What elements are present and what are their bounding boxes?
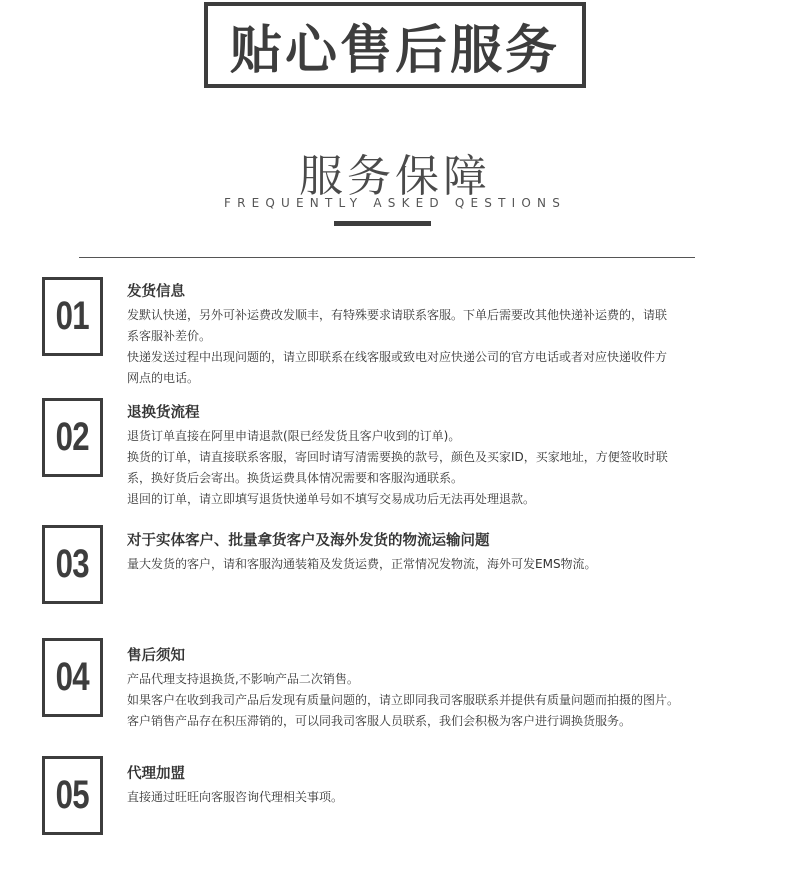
- item-heading: 售后须知: [127, 648, 185, 664]
- item-number-box-01: [42, 277, 103, 356]
- item-line: 退回的订单，请立即填写退货快递单号如不填写交易成功后无法再处理退款。: [127, 492, 536, 506]
- item-number: 04: [55, 655, 90, 699]
- section-divider: [79, 257, 695, 258]
- item-line: 系，换好货后会寄出。换货运费具体情况需要和客服沟通联系。: [127, 471, 464, 485]
- faq-item-shipping-info: [127, 282, 727, 389]
- item-line: 系客服补差价。: [127, 329, 212, 343]
- section-subtitle: FREQUENTLY ASKED QESTIONS: [223, 196, 567, 210]
- faq-item-agency: [127, 764, 727, 808]
- item-number: 02: [55, 415, 90, 459]
- item-line: 发默认快递，另外可补运费改发顺丰，有特殊要求请联系客服。下单后需要改其他快递补运费的，请联: [127, 308, 668, 322]
- item-number: 01: [55, 294, 90, 338]
- item-number: 05: [55, 773, 90, 817]
- item-line: 如果客户在收到我司产品后发现有质量问题的，请立即同我司客服联系并提供有质量问题而拍摄的图片。: [127, 693, 680, 707]
- item-line: 产品代理支持退换货,不影响产品二次销售。: [127, 672, 359, 686]
- item-line: 网点的电话。: [127, 371, 200, 385]
- item-line: 换货的订单，请直接联系客服，寄回时请写清需要换的款号，颜色及买家ID，买家地址，方便签收时联: [127, 450, 668, 464]
- faq-item-after-sales: [127, 646, 727, 732]
- item-line: 量大发货的客户，请和客服沟通装箱及发货运费，正常情况发物流，海外可发EMS物流。: [127, 557, 597, 571]
- faq-item-return-exchange: [127, 403, 727, 510]
- item-line: 直接通过旺旺向客服咨询代理相关事项。: [127, 790, 344, 804]
- item-heading: 代理加盟: [127, 766, 185, 782]
- item-number-box-04: [42, 638, 103, 717]
- banner-title: 贴心售后服务: [229, 20, 560, 81]
- item-number: 03: [55, 542, 90, 586]
- title-underline: [334, 221, 431, 226]
- faq-item-logistics: [127, 531, 727, 575]
- item-number-box-05: [42, 756, 103, 835]
- item-heading: 对于实体客户、批量拿货客户及海外发货的物流运输问题: [127, 533, 490, 549]
- item-line: 快递发送过程中出现问题的，请立即联系在线客服或致电对应快递公司的官方电话或者对应快递收件方: [127, 350, 668, 364]
- item-number-box-02: [42, 398, 103, 477]
- item-line: 退货订单直接在阿里申请退款(限已经发货且客户收到的订单)。: [127, 429, 461, 443]
- item-line: 客户销售产品存在积压滞销的，可以同我司客服人员联系，我们会积极为客户进行调换货服务。: [127, 714, 632, 728]
- section-title: 服务保障: [299, 151, 491, 202]
- item-number-box-03: [42, 525, 103, 604]
- item-heading: 退换货流程: [127, 405, 200, 421]
- banner-title-frame: [204, 2, 586, 88]
- item-heading: 发货信息: [127, 284, 185, 300]
